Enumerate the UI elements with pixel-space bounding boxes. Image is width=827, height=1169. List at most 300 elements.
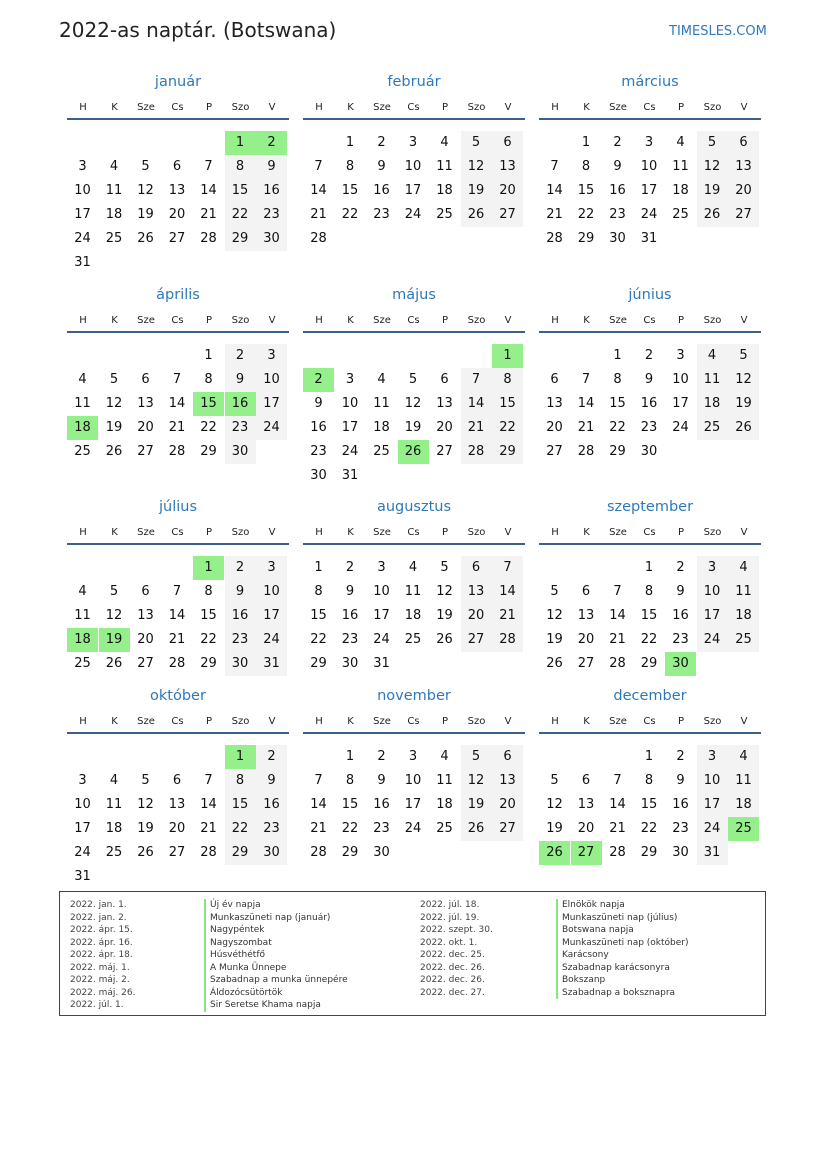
day-cell[interactable]: 28 xyxy=(577,444,595,459)
day-cell[interactable]: 27 xyxy=(492,203,523,227)
day-cell[interactable]: 7 xyxy=(172,372,182,387)
day-cell[interactable]: 18 xyxy=(672,183,689,198)
day-cell[interactable]: 3 xyxy=(78,773,87,788)
day-cell[interactable]: 29 xyxy=(225,841,256,865)
day-cell[interactable]: 19 xyxy=(728,392,759,416)
day-cell[interactable]: 9 xyxy=(676,773,685,788)
day-cell[interactable]: 16 xyxy=(640,396,658,411)
day-cell[interactable]: 12 xyxy=(105,396,123,411)
day-cell[interactable]: 30 xyxy=(225,652,256,676)
day-cell[interactable]: 31 xyxy=(697,841,728,865)
day-cell[interactable]: 1 xyxy=(644,560,654,575)
day-cell[interactable]: 12 xyxy=(436,584,453,599)
day-cell[interactable]: 5 xyxy=(697,131,728,155)
day-cell[interactable]: 11 xyxy=(404,584,422,599)
day-cell[interactable]: 21 xyxy=(200,821,217,836)
day-cell[interactable]: 13 xyxy=(577,797,595,812)
day-cell[interactable]: 17 xyxy=(373,608,390,623)
day-cell[interactable]: 6 xyxy=(461,556,492,580)
day-cell[interactable]: 12 xyxy=(137,797,154,812)
day-cell[interactable]: 23 xyxy=(341,632,359,647)
day-cell[interactable]: 18 xyxy=(404,608,422,623)
day-cell[interactable]: 22 xyxy=(609,420,626,435)
day-cell[interactable]: 21 xyxy=(492,604,523,628)
day-cell[interactable]: 2 xyxy=(303,368,334,392)
day-cell[interactable]: 6 xyxy=(581,584,591,599)
day-cell[interactable]: 4 xyxy=(408,560,418,575)
day-cell[interactable]: 11 xyxy=(74,396,91,411)
day-cell[interactable]: 5 xyxy=(408,372,418,387)
day-cell[interactable]: 16 xyxy=(672,608,689,623)
day-cell[interactable]: 28 xyxy=(200,231,217,246)
day-cell[interactable]: 26 xyxy=(436,632,453,647)
day-cell[interactable]: 31 xyxy=(341,468,359,483)
day-cell[interactable]: 10 xyxy=(404,159,422,174)
day-cell[interactable]: 27 xyxy=(492,817,523,841)
day-cell[interactable]: 4 xyxy=(78,372,87,387)
day-cell[interactable]: 20 xyxy=(577,821,595,836)
day-cell[interactable]: 7 xyxy=(461,368,492,392)
day-cell[interactable]: 1 xyxy=(204,348,213,363)
day-cell[interactable]: 5 xyxy=(461,131,492,155)
day-cell[interactable]: 6 xyxy=(550,372,559,387)
day-cell[interactable]: 3 xyxy=(408,749,418,764)
day-cell[interactable]: 27 xyxy=(436,444,453,459)
day-cell[interactable]: 16 xyxy=(225,392,256,416)
day-cell[interactable]: 31 xyxy=(256,652,287,676)
day-cell[interactable]: 7 xyxy=(613,584,622,599)
day-cell[interactable]: 11 xyxy=(728,769,759,793)
day-cell[interactable]: 5 xyxy=(550,584,559,599)
day-cell[interactable]: 11 xyxy=(105,183,123,198)
day-cell[interactable]: 8 xyxy=(225,769,256,793)
day-cell[interactable]: 4 xyxy=(109,773,119,788)
day-cell[interactable]: 30 xyxy=(640,444,658,459)
day-cell[interactable]: 14 xyxy=(546,183,563,198)
day-cell[interactable]: 1 xyxy=(492,344,523,368)
day-cell[interactable]: 11 xyxy=(373,396,390,411)
day-cell[interactable]: 23 xyxy=(672,821,689,836)
day-cell[interactable]: 24 xyxy=(404,207,422,222)
day-cell[interactable]: 6 xyxy=(141,372,150,387)
day-cell[interactable]: 1 xyxy=(345,749,355,764)
day-cell[interactable]: 15 xyxy=(609,396,626,411)
day-cell[interactable]: 29 xyxy=(341,845,359,860)
day-cell[interactable]: 9 xyxy=(256,155,287,179)
day-cell[interactable]: 20 xyxy=(137,420,154,435)
day-cell[interactable]: 22 xyxy=(640,632,658,647)
day-cell[interactable]: 2 xyxy=(676,749,685,764)
day-cell[interactable]: 20 xyxy=(436,420,453,435)
day-cell[interactable]: 14 xyxy=(200,183,217,198)
day-cell[interactable]: 12 xyxy=(697,155,728,179)
day-cell[interactable]: 13 xyxy=(137,608,154,623)
day-cell[interactable]: 19 xyxy=(461,179,492,203)
day-cell[interactable]: 30 xyxy=(672,845,689,860)
day-cell[interactable]: 14 xyxy=(461,392,492,416)
day-cell[interactable]: 7 xyxy=(172,584,182,599)
day-cell[interactable]: 28 xyxy=(310,231,327,246)
day-cell[interactable]: 24 xyxy=(341,444,359,459)
day-cell[interactable]: 20 xyxy=(577,632,595,647)
day-cell[interactable]: 4 xyxy=(676,135,685,150)
day-cell[interactable]: 4 xyxy=(377,372,386,387)
day-cell[interactable]: 16 xyxy=(373,183,390,198)
day-cell[interactable]: 5 xyxy=(440,560,449,575)
day-cell[interactable]: 27 xyxy=(461,628,492,652)
day-cell[interactable]: 7 xyxy=(581,372,591,387)
day-cell[interactable]: 3 xyxy=(697,556,728,580)
day-cell[interactable]: 25 xyxy=(373,444,390,459)
day-cell[interactable]: 12 xyxy=(461,769,492,793)
day-cell[interactable]: 10 xyxy=(697,580,728,604)
day-cell[interactable]: 21 xyxy=(200,207,217,222)
day-cell[interactable]: 26 xyxy=(137,845,154,860)
day-cell[interactable]: 13 xyxy=(577,608,595,623)
day-cell[interactable]: 7 xyxy=(204,159,213,174)
day-cell[interactable]: 29 xyxy=(200,656,217,671)
day-cell[interactable]: 9 xyxy=(676,584,685,599)
day-cell[interactable]: 5 xyxy=(728,344,759,368)
day-cell[interactable]: 21 xyxy=(168,632,186,647)
day-cell[interactable]: 25 xyxy=(697,416,728,440)
day-cell[interactable]: 2 xyxy=(345,560,355,575)
day-cell[interactable]: 1 xyxy=(225,131,256,155)
day-cell[interactable]: 28 xyxy=(546,231,563,246)
day-cell[interactable]: 26 xyxy=(105,444,123,459)
day-cell[interactable]: 6 xyxy=(492,131,523,155)
day-cell[interactable]: 5 xyxy=(550,773,559,788)
day-cell[interactable]: 29 xyxy=(640,845,658,860)
day-cell[interactable]: 7 xyxy=(314,773,323,788)
day-cell[interactable]: 26 xyxy=(137,231,154,246)
day-cell[interactable]: 30 xyxy=(310,468,327,483)
day-cell[interactable]: 18 xyxy=(728,604,759,628)
day-cell[interactable]: 14 xyxy=(609,797,626,812)
day-cell[interactable]: 3 xyxy=(256,556,287,580)
day-cell[interactable]: 29 xyxy=(609,444,626,459)
day-cell[interactable]: 26 xyxy=(546,656,563,671)
day-cell[interactable]: 3 xyxy=(377,560,386,575)
day-cell[interactable]: 18 xyxy=(373,420,390,435)
day-cell[interactable]: 9 xyxy=(225,368,256,392)
day-cell[interactable]: 11 xyxy=(728,580,759,604)
day-cell[interactable]: 18 xyxy=(67,416,98,440)
day-cell[interactable]: 13 xyxy=(137,396,154,411)
day-cell[interactable]: 15 xyxy=(193,392,224,416)
day-cell[interactable]: 25 xyxy=(436,207,453,222)
day-cell[interactable]: 8 xyxy=(613,372,622,387)
day-cell[interactable]: 10 xyxy=(697,769,728,793)
day-cell[interactable]: 20 xyxy=(168,207,186,222)
day-cell[interactable]: 27 xyxy=(137,656,154,671)
day-cell[interactable]: 16 xyxy=(609,183,626,198)
day-cell[interactable]: 17 xyxy=(74,207,91,222)
day-cell[interactable]: 30 xyxy=(225,440,256,464)
day-cell[interactable]: 24 xyxy=(256,628,287,652)
day-cell[interactable]: 2 xyxy=(225,344,256,368)
day-cell[interactable]: 14 xyxy=(168,608,186,623)
day-cell[interactable]: 27 xyxy=(168,845,186,860)
day-cell[interactable]: 30 xyxy=(373,845,390,860)
day-cell[interactable]: 19 xyxy=(137,207,154,222)
day-cell[interactable]: 31 xyxy=(74,255,91,270)
day-cell[interactable]: 23 xyxy=(225,628,256,652)
day-cell[interactable]: 11 xyxy=(672,159,689,174)
day-cell[interactable]: 24 xyxy=(404,821,422,836)
day-cell[interactable]: 16 xyxy=(373,797,390,812)
day-cell[interactable]: 23 xyxy=(672,632,689,647)
day-cell[interactable]: 21 xyxy=(310,207,327,222)
day-cell[interactable]: 19 xyxy=(137,821,154,836)
day-cell[interactable]: 8 xyxy=(644,584,654,599)
day-cell[interactable]: 18 xyxy=(728,793,759,817)
day-cell[interactable]: 16 xyxy=(310,420,327,435)
day-cell[interactable]: 25 xyxy=(105,231,123,246)
day-cell[interactable]: 1 xyxy=(345,135,355,150)
day-cell[interactable]: 29 xyxy=(577,231,595,246)
day-cell[interactable]: 28 xyxy=(461,440,492,464)
day-cell[interactable]: 1 xyxy=(193,556,224,580)
day-cell[interactable]: 7 xyxy=(204,773,213,788)
day-cell[interactable]: 9 xyxy=(644,372,654,387)
day-cell[interactable]: 30 xyxy=(341,656,359,671)
day-cell[interactable]: 9 xyxy=(256,769,287,793)
day-cell[interactable]: 25 xyxy=(436,821,453,836)
day-cell[interactable]: 20 xyxy=(461,604,492,628)
day-cell[interactable]: 28 xyxy=(609,656,626,671)
day-cell[interactable]: 24 xyxy=(256,416,287,440)
day-cell[interactable]: 21 xyxy=(577,420,595,435)
day-cell[interactable]: 12 xyxy=(728,368,759,392)
day-cell[interactable]: 24 xyxy=(697,628,728,652)
day-cell[interactable]: 15 xyxy=(225,179,256,203)
day-cell[interactable]: 22 xyxy=(310,632,327,647)
day-cell[interactable]: 17 xyxy=(672,396,689,411)
day-cell[interactable]: 15 xyxy=(577,183,595,198)
day-cell[interactable]: 21 xyxy=(310,821,327,836)
day-cell[interactable]: 6 xyxy=(728,131,759,155)
day-cell[interactable]: 8 xyxy=(345,159,355,174)
day-cell[interactable]: 10 xyxy=(74,183,91,198)
day-cell[interactable]: 26 xyxy=(461,817,492,841)
day-cell[interactable]: 22 xyxy=(341,207,359,222)
day-cell[interactable]: 16 xyxy=(256,179,287,203)
day-cell[interactable]: 26 xyxy=(539,841,570,865)
day-cell[interactable]: 25 xyxy=(404,632,422,647)
day-cell[interactable]: 22 xyxy=(341,821,359,836)
day-cell[interactable]: 5 xyxy=(109,372,119,387)
day-cell[interactable]: 10 xyxy=(404,773,422,788)
day-cell[interactable]: 8 xyxy=(204,372,213,387)
day-cell[interactable]: 23 xyxy=(256,203,287,227)
day-cell[interactable]: 29 xyxy=(310,656,327,671)
day-cell[interactable]: 24 xyxy=(74,231,91,246)
day-cell[interactable]: 16 xyxy=(256,793,287,817)
day-cell[interactable]: 11 xyxy=(697,368,728,392)
day-cell[interactable]: 1 xyxy=(314,560,323,575)
day-cell[interactable]: 18 xyxy=(436,797,453,812)
day-cell[interactable]: 9 xyxy=(345,584,355,599)
day-cell[interactable]: 25 xyxy=(74,444,91,459)
day-cell[interactable]: 28 xyxy=(168,444,186,459)
day-cell[interactable]: 26 xyxy=(728,416,759,440)
day-cell[interactable]: 11 xyxy=(105,797,123,812)
day-cell[interactable]: 23 xyxy=(256,817,287,841)
day-cell[interactable]: 11 xyxy=(436,159,453,174)
day-cell[interactable]: 8 xyxy=(225,155,256,179)
day-cell[interactable]: 15 xyxy=(200,608,217,623)
day-cell[interactable]: 24 xyxy=(640,207,658,222)
day-cell[interactable]: 8 xyxy=(581,159,591,174)
day-cell[interactable]: 19 xyxy=(461,793,492,817)
day-cell[interactable]: 6 xyxy=(172,159,182,174)
day-cell[interactable]: 23 xyxy=(373,821,390,836)
day-cell[interactable]: 10 xyxy=(341,396,359,411)
day-cell[interactable]: 23 xyxy=(640,420,658,435)
day-cell[interactable]: 5 xyxy=(141,773,150,788)
day-cell[interactable]: 26 xyxy=(697,203,728,227)
day-cell[interactable]: 26 xyxy=(461,203,492,227)
day-cell[interactable]: 28 xyxy=(609,845,626,860)
day-cell[interactable]: 12 xyxy=(461,155,492,179)
day-cell[interactable]: 30 xyxy=(609,231,626,246)
day-cell[interactable]: 29 xyxy=(200,444,217,459)
day-cell[interactable]: 13 xyxy=(546,396,563,411)
day-cell[interactable]: 15 xyxy=(640,608,658,623)
day-cell[interactable]: 7 xyxy=(314,159,323,174)
day-cell[interactable]: 5 xyxy=(141,159,150,174)
day-cell[interactable]: 22 xyxy=(225,817,256,841)
day-cell[interactable]: 17 xyxy=(74,821,91,836)
day-cell[interactable]: 23 xyxy=(609,207,626,222)
day-cell[interactable]: 1 xyxy=(581,135,591,150)
day-cell[interactable]: 8 xyxy=(204,584,213,599)
day-cell[interactable]: 7 xyxy=(550,159,559,174)
day-cell[interactable]: 14 xyxy=(577,396,595,411)
day-cell[interactable]: 27 xyxy=(577,656,595,671)
day-cell[interactable]: 16 xyxy=(672,797,689,812)
day-cell[interactable]: 29 xyxy=(225,227,256,251)
day-cell[interactable]: 3 xyxy=(644,135,654,150)
day-cell[interactable]: 6 xyxy=(492,745,523,769)
day-cell[interactable]: 27 xyxy=(571,841,602,865)
day-cell[interactable]: 24 xyxy=(74,845,91,860)
day-cell[interactable]: 25 xyxy=(105,845,123,860)
day-cell[interactable]: 17 xyxy=(697,793,728,817)
day-cell[interactable]: 9 xyxy=(377,773,386,788)
day-cell[interactable]: 22 xyxy=(492,416,523,440)
day-cell[interactable]: 2 xyxy=(613,135,622,150)
day-cell[interactable]: 20 xyxy=(492,179,523,203)
day-cell[interactable]: 28 xyxy=(492,628,523,652)
day-cell[interactable]: 28 xyxy=(200,845,217,860)
day-cell[interactable]: 13 xyxy=(168,183,186,198)
day-cell[interactable]: 12 xyxy=(105,608,123,623)
day-cell[interactable]: 30 xyxy=(665,652,696,676)
day-cell[interactable]: 17 xyxy=(404,183,422,198)
day-cell[interactable]: 3 xyxy=(345,372,355,387)
day-cell[interactable]: 24 xyxy=(373,632,390,647)
day-cell[interactable]: 27 xyxy=(546,444,563,459)
day-cell[interactable]: 23 xyxy=(310,444,327,459)
day-cell[interactable]: 19 xyxy=(404,420,422,435)
day-cell[interactable]: 14 xyxy=(492,580,523,604)
day-cell[interactable]: 12 xyxy=(546,608,563,623)
day-cell[interactable]: 10 xyxy=(640,159,658,174)
day-cell[interactable]: 21 xyxy=(609,821,626,836)
day-cell[interactable]: 13 xyxy=(492,769,523,793)
day-cell[interactable]: 11 xyxy=(74,608,91,623)
day-cell[interactable]: 10 xyxy=(256,580,287,604)
day-cell[interactable]: 10 xyxy=(672,372,689,387)
day-cell[interactable]: 12 xyxy=(546,797,563,812)
day-cell[interactable]: 26 xyxy=(398,440,429,464)
day-cell[interactable]: 25 xyxy=(672,207,689,222)
day-cell[interactable]: 3 xyxy=(78,159,87,174)
day-cell[interactable]: 19 xyxy=(436,608,453,623)
day-cell[interactable]: 19 xyxy=(105,420,123,435)
day-cell[interactable]: 24 xyxy=(697,817,728,841)
day-cell[interactable]: 31 xyxy=(74,869,91,884)
day-cell[interactable]: 14 xyxy=(609,608,626,623)
day-cell[interactable]: 1 xyxy=(225,745,256,769)
day-cell[interactable]: 14 xyxy=(168,396,186,411)
day-cell[interactable]: 20 xyxy=(546,420,563,435)
day-cell[interactable]: 2 xyxy=(676,560,685,575)
day-cell[interactable]: 15 xyxy=(225,793,256,817)
day-cell[interactable]: 23 xyxy=(373,207,390,222)
day-cell[interactable]: 17 xyxy=(404,797,422,812)
day-cell[interactable]: 10 xyxy=(74,797,91,812)
day-cell[interactable]: 2 xyxy=(377,135,386,150)
day-cell[interactable]: 5 xyxy=(461,745,492,769)
day-cell[interactable]: 4 xyxy=(697,344,728,368)
day-cell[interactable]: 8 xyxy=(492,368,523,392)
day-cell[interactable]: 4 xyxy=(78,584,87,599)
day-cell[interactable]: 7 xyxy=(492,556,523,580)
day-cell[interactable]: 21 xyxy=(609,632,626,647)
day-cell[interactable]: 22 xyxy=(577,207,595,222)
day-cell[interactable]: 21 xyxy=(461,416,492,440)
day-cell[interactable]: 27 xyxy=(137,444,154,459)
day-cell[interactable]: 18 xyxy=(697,392,728,416)
day-cell[interactable]: 1 xyxy=(644,749,654,764)
day-cell[interactable]: 2 xyxy=(225,556,256,580)
day-cell[interactable]: 12 xyxy=(404,396,422,411)
day-cell[interactable]: 15 xyxy=(640,797,658,812)
day-cell[interactable]: 11 xyxy=(436,773,453,788)
day-cell[interactable]: 18 xyxy=(436,183,453,198)
day-cell[interactable]: 13 xyxy=(492,155,523,179)
day-cell[interactable]: 14 xyxy=(200,797,217,812)
day-cell[interactable]: 1 xyxy=(613,348,622,363)
day-cell[interactable]: 9 xyxy=(613,159,622,174)
day-cell[interactable]: 2 xyxy=(256,745,287,769)
day-cell[interactable]: 19 xyxy=(99,628,130,652)
day-cell[interactable]: 24 xyxy=(672,420,689,435)
day-cell[interactable]: 25 xyxy=(728,817,759,841)
day-cell[interactable]: 10 xyxy=(373,584,390,599)
day-cell[interactable]: 31 xyxy=(373,656,390,671)
day-cell[interactable]: 3 xyxy=(676,348,685,363)
day-cell[interactable]: 17 xyxy=(256,604,287,628)
day-cell[interactable]: 19 xyxy=(697,179,728,203)
day-cell[interactable]: 22 xyxy=(640,821,658,836)
day-cell[interactable]: 17 xyxy=(640,183,658,198)
day-cell[interactable]: 28 xyxy=(310,845,327,860)
day-cell[interactable]: 13 xyxy=(436,396,453,411)
